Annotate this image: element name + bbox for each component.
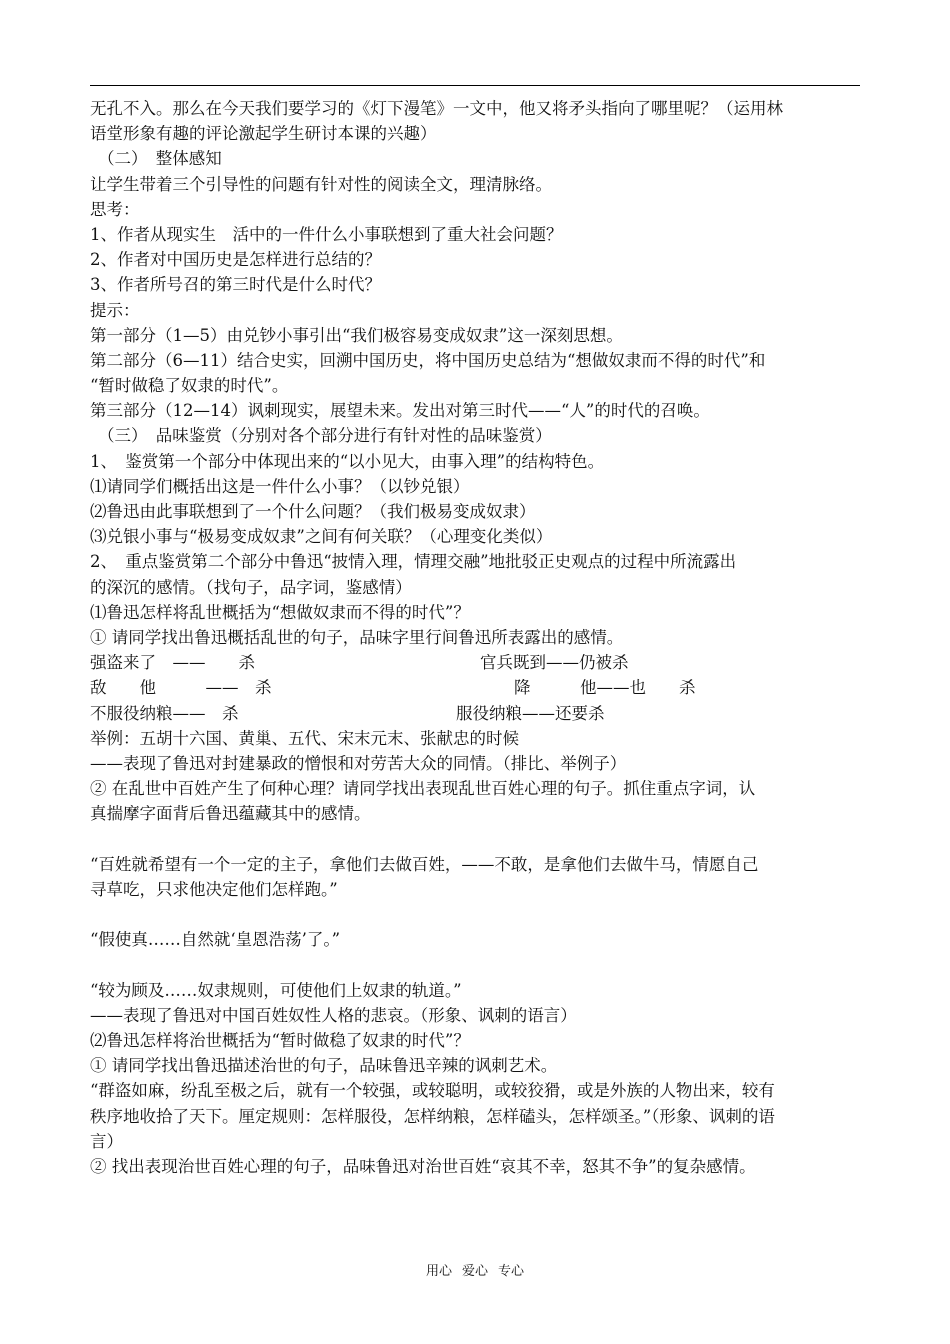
section-heading-3: （三） 品味鉴赏（分别对各个部分进行有针对性的品味鉴赏） [98, 426, 552, 446]
text-line: ⑶兑银小事与“极易变成奴隶”之间有何关联？（心理变化类似） [90, 527, 553, 547]
text-line: ⑵鲁迅由此事联想到了一个什么问题？（我们极易变成奴隶） [90, 502, 536, 521]
header-rule [90, 85, 860, 86]
quote-line: 寻草吃，只求他决定他们怎样跑。” [90, 879, 338, 899]
text-line: ② 找出表现治世百姓心理的句子，品味鲁迅对治世百姓“哀其不幸，怒其不争”的复杂感情。 [90, 1156, 756, 1176]
part-2-summary: 第二部分（6—11）结合史实，回溯中国历史，将中国历史总结为“想做奴隶而不得的时代”和 [90, 350, 766, 370]
question-3: 3、作者所号召的第三时代是什么时代？ [90, 275, 381, 295]
text-line: 1、 鉴赏第一个部分中体现出来的“以小见大，由事入理”的结构特色。 [90, 451, 605, 471]
parallel-row [90, 701, 860, 726]
document-body [90, 96, 860, 1179]
quote-line: 言） [90, 1131, 123, 1151]
footer-word: 用心 [425, 1264, 452, 1279]
quote-line: “百姓就希望有一个一定的主子，拿他们去做百姓，——不敢，是拿他们去做牛马，情愿自己 [90, 854, 759, 874]
text-line: 2、 重点鉴赏第二个部分中鲁迅“披情入理，情理交融”地批驳正史观点的过程中所流露出 [90, 552, 737, 572]
text-line: 真揣摩字面背后鲁迅蕴藏其中的感情。 [90, 804, 371, 824]
footer-word: 爱心 [461, 1264, 488, 1279]
part-1-summary: 第一部分（1—5）由兑钞小事引出“我们极容易变成奴隶”这一深刻思想。 [90, 325, 623, 345]
parallel-row [90, 650, 860, 675]
text-line: ① 请同学找出鲁迅概括乱世的句子，品味字里行间鲁迅所表露出的感情。 [90, 627, 624, 647]
part-3-summary: 第三部分（12—14）讽刺现实，展望未来。发出对第三时代——“人”的时代的召唤。 [90, 401, 710, 421]
blank-line [90, 952, 860, 977]
footer-word: 专心 [498, 1264, 525, 1279]
text-line: 举例：五胡十六国、黄巢、五代、宋末元末、张献忠的时候 [90, 728, 519, 748]
text-line: 思考： [90, 199, 140, 219]
text-line: 的深沉的感情。（找句子，品字词，鉴感情） [90, 577, 412, 597]
text-line: 提示： [90, 300, 140, 320]
parallel-left: 强盗来了 —— 杀 [90, 653, 255, 673]
page-footer [0, 1260, 950, 1279]
quote-line: “假使真……自然就‘皇恩浩荡’了。” [90, 930, 341, 950]
blank-line [90, 902, 860, 927]
parallel-right: 服役纳粮——还要杀 [456, 703, 605, 723]
parallel-right: 官兵既到——仍被杀 [480, 653, 629, 673]
question-1: 1、作者从现实生 活中的一件什么小事联想到了重大社会问题？ [90, 224, 563, 244]
text-line: ⑴鲁迅怎样将乱世概括为“想做奴隶而不得的时代”？ [90, 602, 470, 622]
text-line: ——表现了鲁迅对中国百姓奴性人格的悲哀。（形象、讽刺的语言） [90, 1005, 577, 1025]
quote-line: “较为顾及……奴隶规则，可使他们上奴隶的轨道。” [90, 980, 462, 1000]
parallel-left: 敌 他 —— 杀 [90, 678, 272, 698]
text-line: ——表现了鲁迅对封建暴政的憎恨和对劳苦大众的同情。（排比、举例子） [90, 753, 627, 773]
parallel-left: 不服役纳粮—— 杀 [90, 703, 239, 723]
blank-line [90, 826, 860, 851]
parallel-row [90, 675, 860, 700]
text-line: ② 在乱世中百姓产生了何种心理？请同学找出表现乱世百姓心理的句子。抓住重点字词，认 [90, 779, 756, 799]
quote-line: 秩序地收拾了天下。厘定规则：怎样服役，怎样纳粮，怎样磕头，怎样颂圣。”（形象、讽刺的语 [90, 1106, 775, 1126]
text-line: ⑵鲁迅怎样将治世概括为“暂时做稳了奴隶的时代”？ [90, 1030, 470, 1050]
text-line: ⑴请同学们概括出这是一件什么小事？（以钞兑银） [90, 476, 470, 496]
text-line: “暂时做稳了奴隶的时代”。 [90, 376, 289, 396]
text-line: 让学生带着三个引导性的问题有针对性的阅读全文，理清脉络。 [90, 174, 552, 194]
parallel-right: 降 他——也 杀 [514, 678, 696, 698]
question-2: 2、作者对中国历史是怎样进行总结的？ [90, 250, 381, 270]
section-heading-2: （二） 整体感知 [98, 149, 222, 169]
text-line: ① 请同学找出鲁迅描述治世的句子，品味鲁迅辛辣的讽刺艺术。 [90, 1056, 558, 1076]
text-line: 无孔不入。那么在今天我们要学习的《灯下漫笔》一文中，他又将矛头指向了哪里呢？（运用林 [90, 99, 783, 118]
text-line: 语堂形象有趣的评论激起学生研讨本课的兴趣） [90, 124, 437, 144]
quote-line: “群盗如麻，纷乱至极之后，就有一个较强，或较聪明，或较狡猾，或是外族的人物出来，较有 [90, 1081, 775, 1101]
